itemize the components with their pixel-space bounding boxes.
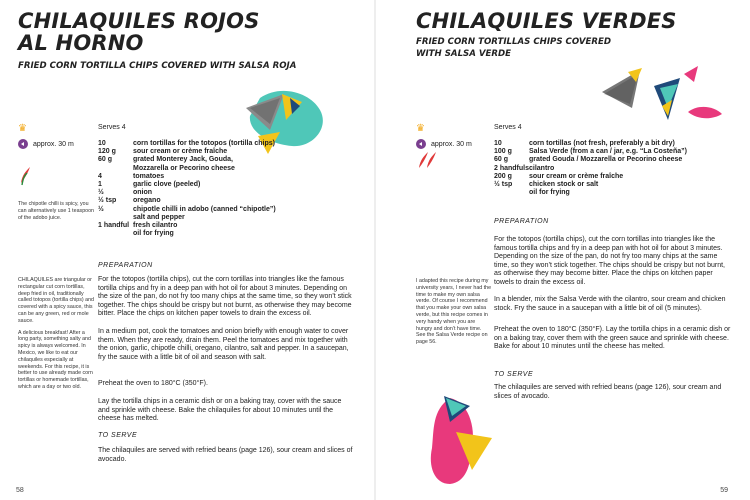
ingredient-quantity <box>98 165 133 173</box>
sidenote-chilaquiles <box>18 277 96 396</box>
subtitle-line-2: WITH SALSA VERDE <box>416 49 512 59</box>
ingredient-row <box>98 197 276 205</box>
sidenote-chilaquiles-definition: CHILAQUILES are triangular or rectangular cut corn tortillas, deep fried in oil, traditionally called totopos (tortilla chips) and covered with a spicy sauce, this can be any green, red or mole sauce. <box>18 277 94 324</box>
prep-step-3: Preheat the oven to 180°C (350°F). <box>98 380 208 387</box>
ingredient-row <box>98 165 276 173</box>
time-label: approx. 30 m <box>431 140 472 148</box>
serves-label: Serves 4 <box>494 124 522 131</box>
ingredient-list <box>98 140 276 238</box>
ingredient-quantity: ½ tsp <box>98 197 117 205</box>
ingredient-name: oregano <box>133 197 161 205</box>
preparation-header: PREPARATION <box>494 218 549 225</box>
page-right <box>376 0 750 500</box>
serve-text: The chilaquiles are served with refried beans (page 126), sour cream and slices of avocado. <box>98 447 353 463</box>
recipe-subtitle <box>416 36 611 60</box>
recipe-title-rojos <box>18 10 260 54</box>
ingredient-quantity: 10 <box>98 140 106 147</box>
ingredient-quantity: 10 <box>494 140 502 147</box>
page-left <box>0 0 374 500</box>
serve-text: The chilaquiles are served with refried beans (page 126), sour cream and slices of avocado. <box>494 384 722 400</box>
sidenote-chipotle <box>18 201 96 226</box>
serves-label: Serves 4 <box>98 124 126 131</box>
subtitle-line-1: FRIED CORN TORTILLAS CHIPS COVERED <box>416 37 611 47</box>
ingredient-quantity: 1 handful <box>98 222 130 230</box>
ingredient-name: Salsa Verde (from a can / jar, e.g. “La Costeña”) <box>529 148 687 156</box>
ingredient-quantity: 1 <box>98 181 102 189</box>
serve-header: TO SERVE <box>494 371 534 378</box>
chef-hat-icon: ♛ <box>416 123 425 134</box>
title-line-2: AL HORNO <box>18 31 144 55</box>
ingredient-name: oil for frying <box>529 189 570 197</box>
ingredient-quantity: ½ <box>98 205 104 213</box>
sidenote-university <box>416 278 492 351</box>
collage-art-bottom <box>426 392 506 492</box>
ingredient-row <box>98 222 276 230</box>
ingredient-quantity: 2 handfuls <box>494 164 530 172</box>
ingredient-name: sour cream or crème fraîche <box>133 148 228 156</box>
ingredient-quantity <box>98 230 133 238</box>
ingredient-quantity: 120 g <box>98 148 116 156</box>
ingredient-quantity: 100 g <box>494 148 512 156</box>
ingredient-name: oil for frying <box>133 230 174 238</box>
ingredient-name: Mozzarella or Pecorino cheese <box>133 164 235 172</box>
ingredient-name: corn tortillas for the totopos (tortilla chips) <box>133 140 275 147</box>
ingredient-quantity <box>494 189 529 197</box>
ingredient-name: sour cream or crème fraîche <box>529 172 624 180</box>
prep-step-2: In a medium pot, cook the tomatoes and onion briefly with enough water to cover them. When they are ready, drain them. Peel the tomatoes and mix together with the onion, garlic, chipotle chilli, oregano, cilantro, salt and pepper. In a saucepan, fry the sauce with a little bit of oil and season with salt. <box>98 328 349 361</box>
ingredient-row <box>98 206 276 214</box>
ingredient-row <box>494 181 687 189</box>
page-number: 58 <box>16 487 24 494</box>
ingredient-quantity: 200 g <box>494 172 512 180</box>
ingredient-list <box>494 140 687 197</box>
ingredient-row <box>98 181 276 189</box>
ingredient-quantity: ½ <box>98 189 104 197</box>
ingredient-quantity <box>98 214 133 222</box>
ingredient-row <box>98 214 276 222</box>
ingredient-name: corn tortillas (not fresh, preferably a bit dry) <box>529 140 675 147</box>
ingredient-name: chipotle chilli in adobo (canned “chipotle”) <box>133 205 276 213</box>
ingredient-row <box>494 156 687 164</box>
chef-hat-icon: ♛ <box>18 123 27 134</box>
collage-art-right <box>602 62 732 132</box>
prep-step-3: Preheat the oven to 180°C (350°F). Lay the tortilla chips in a ceramic dish or on a baking tray, cover them with the green sauce and sprinkle with cheese. Bake for about 10 minutes until the cheese has melted. <box>494 326 731 350</box>
ingredient-row <box>98 148 276 156</box>
ingredient-name: fresh cilantro <box>133 222 178 230</box>
time-row <box>416 139 472 149</box>
ingredient-row <box>494 189 687 197</box>
ingredient-quantity: ½ tsp <box>494 181 513 189</box>
prep-step-1: For the totopos (tortilla chips), cut the corn tortillas into triangles like the famous tortilla chips and fry in a deep pan with hot oil for about 3 minutes. Depending on the size of the pan, do not fry too many chips at the same time, so they won’t stick together. The chips should be crispy but not burnt, as otherwise they may become bitter. Place the chips on kitchen paper towels to drain the excess oil. <box>494 236 725 286</box>
ingredient-row <box>98 173 276 181</box>
sidenote-chipotle-text: The chipotle chilli is spicy, you can alternatively use 1 teaspoon of the adobo juice. <box>18 201 94 221</box>
page-number: 59 <box>720 487 728 494</box>
ingredient-name: cilantro <box>529 164 555 172</box>
ingredient-row <box>98 230 276 238</box>
ingredient-name: tomatoes <box>133 172 165 180</box>
ingredient-name: chicken stock or salt <box>529 181 599 189</box>
title-line-1: CHILAQUILES ROJOS <box>18 9 260 33</box>
serve-header: TO SERVE <box>98 432 138 439</box>
ingredient-row <box>494 148 687 156</box>
ingredient-quantity: 60 g <box>98 156 113 164</box>
ingredient-name: garlic clove (peeled) <box>133 181 201 189</box>
ingredient-row <box>494 173 687 181</box>
ingredient-row <box>494 140 687 148</box>
time-label: approx. 30 m <box>33 140 74 148</box>
prep-step-1: For the totopos (tortilla chips), cut the corn tortillas into triangles like the famous tortilla chips and fry in a deep pan with hot oil for about 3 minutes. Depending on the size of the pan, do not fry too many chips at the same time, so they won’t stick together. The chips should be crispy but not burnt, as otherwise they may become bitter. Place the chips on kitchen paper towels to drain the excess oil. <box>98 276 352 317</box>
sidenote-breakfast: A delicious breakfast! After a long party, something salty and spicy is always welcomed. In Mexico, we like to eat our chilaquiles especially at weekends. For this recipe, it is better to use already made corn tortillas or homemade tortillas, which are a day or two old. <box>18 329 93 390</box>
sidenote-university-text: I adapted this recipe during my university years, I never had the time to make my own salsa verde. Of course I recommend that you make your own salsa verde, but this recipe comes in very handy when you are hungry and don’t have time. See the Salsa Verde recipe on page 56. <box>416 278 492 346</box>
clock-icon <box>18 139 28 149</box>
recipe-title-verdes: CHILAQUILES VERDES <box>416 9 677 33</box>
recipe-subtitle: FRIED CORN TORTILLA CHIPS COVERED WITH SALSA ROJA <box>18 61 297 71</box>
ingredient-row <box>98 156 276 164</box>
ingredient-name: onion <box>133 189 153 197</box>
prep-step-2: In a blender, mix the Salsa Verde with the cilantro, sour cream and chicken stock. Fry the sauce in a saucepan with a little bit of oil (5 minutes). <box>494 296 726 312</box>
ingredient-name: grated Gouda / Mozzarella or Pecorino cheese <box>529 156 683 164</box>
ingredient-row <box>98 140 276 148</box>
prep-step-4: Lay the tortilla chips in a ceramic dish or on a baking tray, cover with the sauce and sprinkle with cheese. Bake the chilaquiles for about 10 minutes until the cheese has melted. <box>98 398 342 422</box>
ingredient-quantity: 4 <box>98 172 102 180</box>
preparation-header: PREPARATION <box>98 262 153 269</box>
ingredient-name: salt and pepper <box>133 213 185 221</box>
ingredient-quantity: 60 g <box>494 156 509 164</box>
clock-icon <box>416 139 426 149</box>
time-row <box>18 139 74 149</box>
ingredient-row <box>494 165 687 173</box>
chilli-icon <box>18 165 32 187</box>
chilli-icon <box>416 150 438 172</box>
ingredient-name: grated Monterey Jack, Gouda, <box>133 156 233 164</box>
ingredient-row <box>98 189 276 197</box>
